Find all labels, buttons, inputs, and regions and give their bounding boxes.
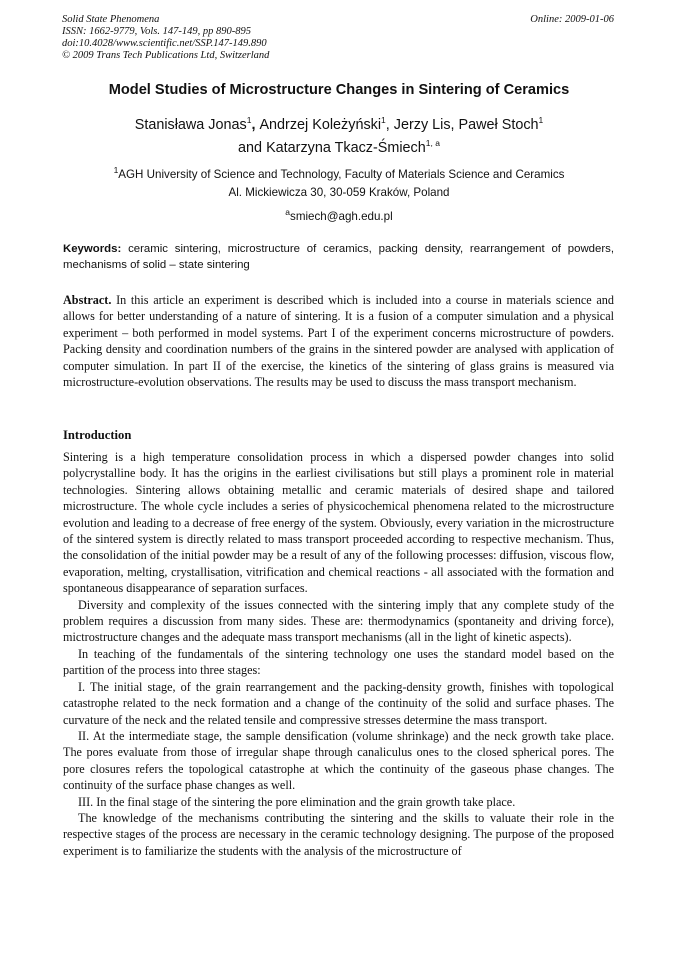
keywords-label: Keywords: <box>63 243 122 255</box>
keywords-text: ceramic sintering, microstructure of ceramics, packing density, rearrangement of powders, mechanisms of solid – state sintering <box>63 243 615 271</box>
email: smiech@agh.edu.pl <box>290 209 393 223</box>
abstract-label: Abstract. <box>63 293 112 307</box>
author-sup: 1 <box>246 115 252 125</box>
author-prefix: and <box>238 139 267 156</box>
author-name: Katarzyna Tkacz-Śmiech <box>266 139 426 156</box>
author-name: Jerzy Lis, Paweł Stoch <box>393 116 539 133</box>
abstract-text: In this article an experiment is described which is included into a course in materials science and allows for better understanding of a nature of sintering. It is a fusion of a computer simulation and a physical experiment – both performed in model systems. Part I of the experiment concerns microstructure of powders. Packing density and coordination numbers of the grains in the sintered powder are analysed with application of computer simulation. In part II of the exercise, the kinetics of the sintering of glass grains is measured via microstructure-evolution observations. The results may be used to discuss the mass transport mechanism. <box>63 293 614 390</box>
journal-header <box>62 14 269 62</box>
abstract <box>63 292 614 390</box>
author-sup: 1 <box>538 115 544 125</box>
paragraph: In teaching of the fundamentals of the sintering technology one uses the standard model based on the partition of the process into three stages: <box>63 646 614 678</box>
affiliation-line-2: Al. Mickiewicza 30, 30-059 Kraków, Poland <box>228 186 450 199</box>
paragraph: I. The initial stage, of the grain rearrangement and the packing-density growth, finishes with topological catastrophe related to the neck formation and a change of the continuity of the solid and surface phases. The curvature of the neck and the related tensile and compressive stresses determine the mass transport. <box>63 679 614 727</box>
paragraph: III. In the final stage of the sintering the pore elimination and the grain growth take place. <box>78 794 516 809</box>
author-name: Stanisława Jonas <box>134 116 247 133</box>
email-line <box>40 207 638 223</box>
affiliation-text: AGH University of Science and Technology, Faculty of Materials Science and Ceramics <box>118 167 565 181</box>
paragraph: The knowledge of the mechanisms contributing the sintering and the skills to valuate their role in the respective stages of the process are necessary in the ceramic technology designing. The purpose of the proposed experiment is to familiarize the students with the analysis of the microstructure of <box>63 810 614 858</box>
author-name: Andrzej Koleżyński <box>259 116 382 133</box>
online-date: Online: 2009-01-06 <box>530 14 614 25</box>
section-heading-introduction: Introduction <box>63 428 132 442</box>
paragraph: II. At the intermediate stage, the sample densification (volume shrinkage) and the neck growth take place. The pores evaluate from those of irregular shape through canaliculus ones to the closed spherical pores. The pore closures refers the topological catastrophe at which the continuity of the gaseous phase changes. The continuity of the surface phase changes as well. <box>63 728 614 793</box>
doi-line: doi:10.4028/www.scientific.net/SSP.147-149.890 <box>62 38 267 49</box>
introduction-body <box>63 449 614 859</box>
author-line-1: Stanisława Jonas$^1$, Andrzej Koleżyński$^1$, Jerzy Lis, Paweł Stoch$^1$ <box>134 115 544 133</box>
paragraph: Sintering is a high temperature consolidation process in which a dispersed powder changes into solid polycrystalline body. It has the origins in the earliest civilisations but still plays a prominent role in material technologies. Sintering allows obtaining metallic and ceramic materials of desired shape and tailored microstructure. The whole cycle includes a series of physicochemical phenomena related to the microstructure evolution and leading to a decrease of free energy of the system. Obviously, every variation in the microstructure of the sintered system is directly related to mass transport proceeded according to respective mechanism. Thus, the consolidation of the initial powder may be a result of any of the following processes: diffusion, viscous flow, evaporation, melting, crystallisation, vitrification and chemical reactions - all associated with the formation and spontaneous disappearance of separation surfaces. <box>63 450 614 596</box>
email-sup: a <box>285 207 291 217</box>
paragraph: Diversity and complexity of the issues connected with the sintering imply that any complete study of the problem requires a discussion from many sides. These are: thermodynamics (spontaneity and driving force), mictrostructure changes and the adequate mass transport mechanisms (all in the light of kinetic aspects). <box>63 597 614 645</box>
author-sup: 1, a <box>425 138 440 148</box>
affiliation-line-1 <box>40 165 638 181</box>
author-line-2 <box>40 138 638 156</box>
copyright-line: © 2009 Trans Tech Publications Ltd, Switzerland <box>62 50 270 61</box>
author-sup: 1 <box>381 115 386 125</box>
keywords <box>63 241 614 273</box>
journal-name: Solid State Phenomena <box>62 14 160 25</box>
affiliation-sup: 1 <box>113 165 119 175</box>
issn-line: ISSN: 1662-9779, Vols. 147-149, pp 890-895 <box>62 26 251 37</box>
paper-title: Model Studies of Microstructure Changes in Sintering of Ceramics <box>108 82 570 98</box>
